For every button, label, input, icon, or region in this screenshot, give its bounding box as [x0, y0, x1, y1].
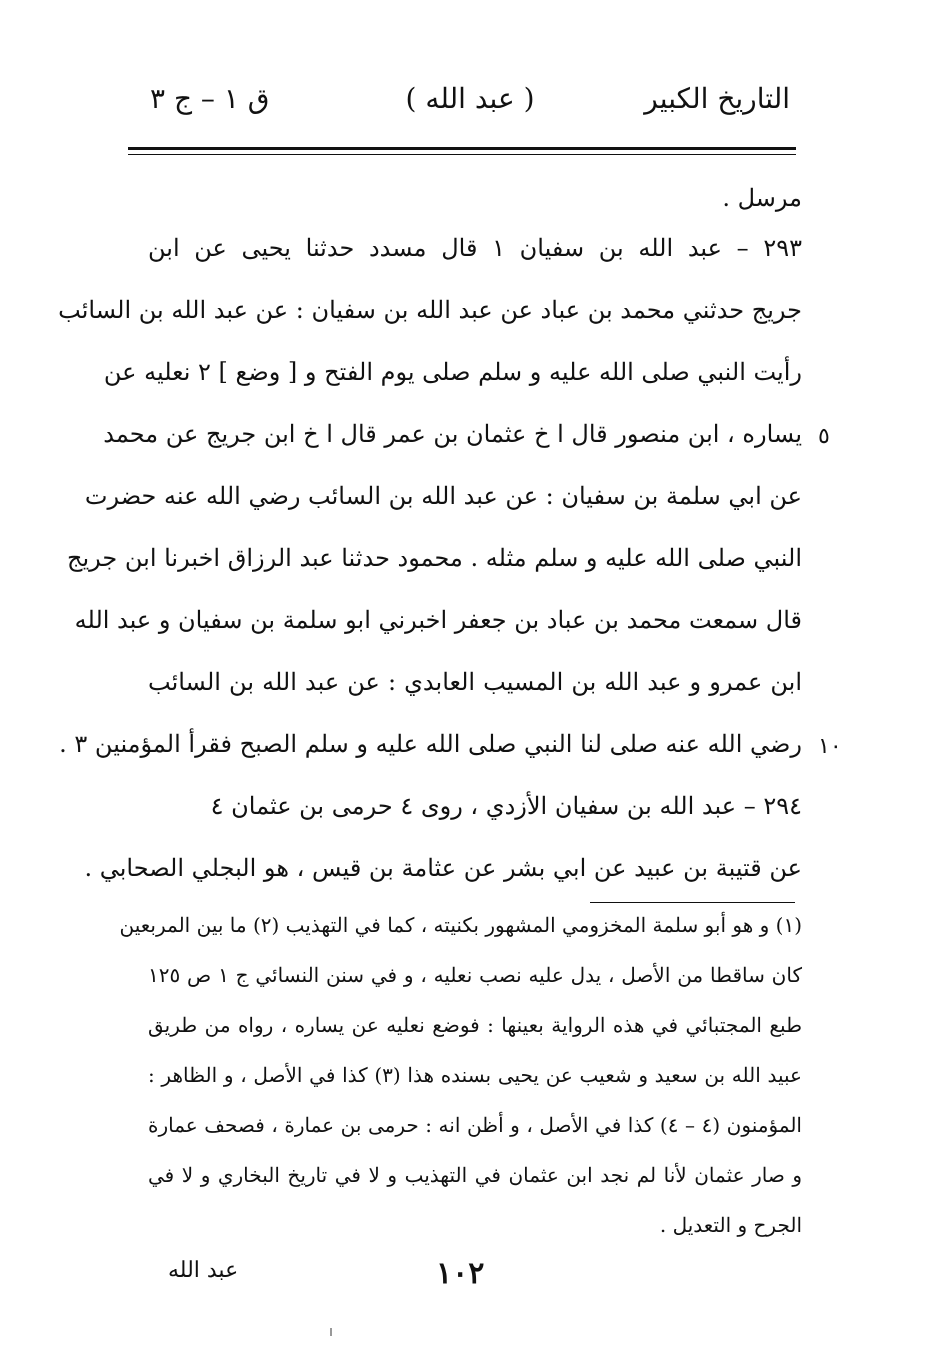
margin-line-number: ٥ [818, 424, 830, 449]
footnote-rule [590, 902, 795, 903]
footnote-line: المؤمنون (٤ – ٤) كذا في الأصل ، و أظن انه : حرمى بن عمارة ، فصحف عمارة [148, 1113, 802, 1137]
footnote-line: و صار عثمان لأنا لم نجد ابن عثمان في التهذيب و لا في تاريخ البخاري و لا في [148, 1163, 802, 1187]
text-line: عن قتيبة بن عبيد عن ابي بشر عن عثامة بن قيس ، هو البجلي الصحابي . [84, 854, 802, 882]
text-line: ٢٩٤ – عبد الله بن سفيان الأزدي ، روى ٤ حرمى بن عثمان ٤ [210, 792, 802, 820]
scan-mark [330, 1328, 332, 1336]
text-line: جريج حدثني محمد بن عباد عن عبد الله بن سفيان : عن عبد الله بن السائب [58, 296, 802, 324]
text-line: ابن عمرو و عبد الله بن المسيب العابدي : عن عبد الله بن السائب [148, 668, 802, 696]
footnote-line: طبع المجتبائي في هذه الرواية بعينها : فوضع نعليه عن يساره ، رواه من طريق [148, 1013, 802, 1037]
footnote-line: (١) و هو أبو سلمة المخزومي المشهور بكنيته ، كما في التهذيب (٢) ما بين المربعين [119, 913, 802, 937]
running-header [150, 82, 790, 132]
volume-reference: ق ١ – ج ٣ [150, 82, 270, 115]
footnote-line: كان ساقطا من الأصل ، يدل عليه نصب نعليه ، و في سنن النسائي ج ١ ص ١٢٥ [148, 963, 802, 987]
catchword: عبد الله [168, 1258, 239, 1283]
text-line: مرسل . [722, 184, 802, 212]
footnote-line: عبيد الله بن سعيد و شعيب عن يحيى بسنده هذا (٣) كذا في الأصل ، و الظاهر : [148, 1063, 802, 1087]
footnote-line: الجرح و التعديل . [659, 1213, 802, 1237]
page-number: ١٠٢ [436, 1256, 485, 1291]
text-line: ٢٩٣ – عبد الله بن سفيان ١ قال مسدد حدثنا يحيى عن ابن [148, 234, 803, 262]
text-line: عن ابي سلمة بن سفيان : عن عبد الله بن السائب رضي الله عنه حضرت [84, 482, 802, 510]
book-title: التاريخ الكبير [644, 82, 790, 115]
header-rule-thin [128, 154, 796, 155]
text-line: رضي الله عنه صلى لنا النبي صلى الله عليه و سلم الصبح فقرأ المؤمنين ٣ . [59, 730, 802, 758]
text-line: النبي صلى الله عليه و سلم مثله . محمود حدثنا عبد الرزاق اخبرنا ابن جريج [66, 544, 802, 572]
margin-line-number: ١٠ [818, 734, 842, 759]
text-line: قال سمعت محمد بن عباد بن جعفر اخبرني ابو سلمة بن سفيان و عبد الله [74, 606, 802, 634]
text-line: رأيت النبي صلى الله عليه و سلم صلى يوم الفتح و [ وضع ] ٢ نعليه عن [103, 358, 802, 386]
section-title: ( عبد الله ) [405, 82, 535, 115]
header-rule-thick [128, 147, 796, 150]
text-line: يساره ، ابن منصور قال ا خ عثمان بن عمر قال ا خ ابن جريج عن محمد [103, 420, 802, 448]
